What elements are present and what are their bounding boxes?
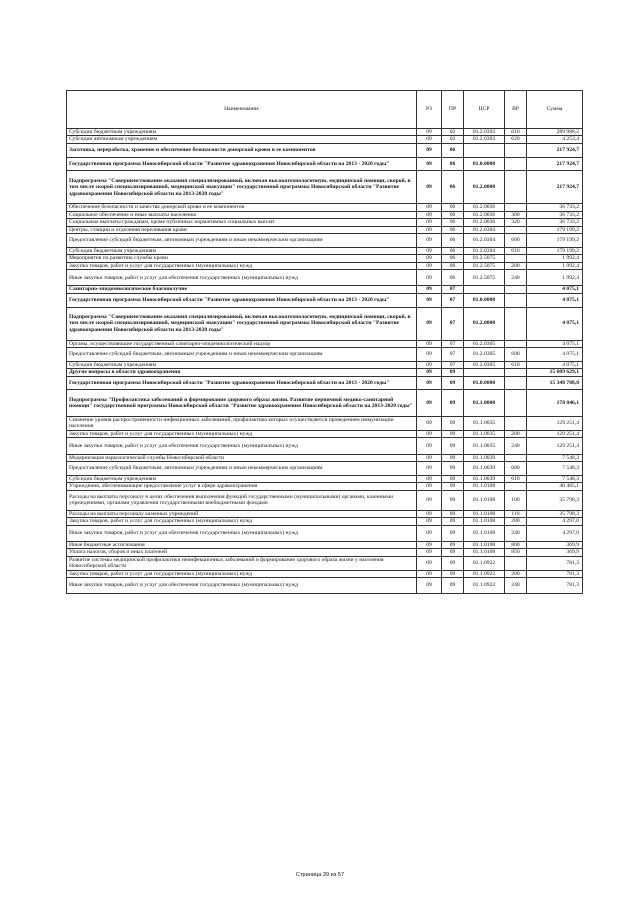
document-page — [66, 90, 582, 594]
cell-vr: 610 — [505, 475, 527, 482]
table-row — [67, 462, 583, 476]
cell-pr: 06 — [442, 171, 464, 204]
table-row — [67, 270, 583, 286]
cell-rz: 09 — [417, 454, 442, 461]
cell-csr: 01.2.0036 — [464, 219, 505, 226]
cell-rz: 09 — [417, 226, 442, 233]
cell-csr: 01.1.0039 — [464, 475, 505, 482]
cell-name: Санитарно-эпидемиологическое благополучие — [67, 286, 417, 293]
header-sum: Сумма — [527, 91, 583, 129]
header-rz: РЗ — [417, 91, 442, 129]
table-row — [67, 578, 583, 594]
cell-vr: 110 — [505, 510, 527, 517]
cell-rz: 09 — [417, 340, 442, 347]
cell-csr: 01.2.0305 — [464, 340, 505, 347]
cell-name: Расходы на выплаты персоналу в целях обеспечения выполнения функций государственными (муниципальными) органами, казенными учреждениями, органами управления государственными внебюджетными фондами — [67, 490, 417, 510]
cell-name: Государственная программа Новосибирской области "Развитие здравоохранения Новосибирской области на 2013 - 2020 годы" — [67, 293, 417, 307]
table-row — [67, 525, 583, 541]
cell-pr: 09 — [442, 556, 464, 570]
cell-rz: 09 — [417, 475, 442, 482]
cell-vr: 200 — [505, 262, 527, 269]
cell-vr — [505, 454, 527, 461]
cell-vr: 240 — [505, 525, 527, 541]
cell-rz: 09 — [417, 143, 442, 157]
cell-name: Закупка товаров, работ и услуг для государственных (муниципальных) нужд — [67, 518, 417, 525]
cell-name: Иные закупки товаров, работ и услуг для обеспечения государственных (муниципальных) нужд — [67, 270, 417, 286]
cell-rz: 09 — [417, 270, 442, 286]
cell-rz: 09 — [417, 376, 442, 390]
cell-vr: 100 — [505, 490, 527, 510]
cell-vr — [505, 143, 527, 157]
cell-vr — [505, 204, 527, 211]
cell-sum: 4 075,1 — [527, 307, 583, 340]
cell-pr: 06 — [442, 247, 464, 254]
cell-sum: 129 251,4 — [527, 438, 583, 454]
cell-pr: 09 — [442, 417, 464, 431]
cell-csr: 01.2.0303 — [464, 136, 505, 143]
cell-csr: 01.0.0000 — [464, 376, 505, 390]
cell-rz: 09 — [417, 390, 442, 417]
cell-rz: 09 — [417, 286, 442, 293]
cell-pr: 06 — [442, 270, 464, 286]
cell-vr: 200 — [505, 430, 527, 437]
cell-pr: 09 — [442, 376, 464, 390]
table-row — [67, 348, 583, 362]
cell-rz: 09 — [417, 525, 442, 541]
cell-name: Расходы на выплаты персоналу казенных учреждений — [67, 510, 417, 517]
cell-rz: 09 — [417, 570, 442, 577]
table-row — [67, 129, 583, 136]
cell-csr: 01.2.0303 — [464, 129, 505, 136]
cell-rz: 09 — [417, 417, 442, 431]
cell-sum: 36 733,2 — [527, 219, 583, 226]
cell-csr: 01.1.0035 — [464, 417, 505, 431]
table-row — [67, 226, 583, 233]
cell-sum: 4 297,0 — [527, 525, 583, 541]
cell-pr: 09 — [442, 578, 464, 594]
cell-vr: 240 — [505, 438, 527, 454]
cell-csr: 01.2.5075 — [464, 255, 505, 262]
cell-vr: 240 — [505, 270, 527, 286]
cell-rz: 09 — [417, 136, 442, 143]
cell-name: Субсидии бюджетным учреждениям — [67, 475, 417, 482]
cell-sum: 217 924,7 — [527, 157, 583, 171]
cell-name: Иные бюджетные ассигнования — [67, 541, 417, 548]
table-row — [67, 490, 583, 510]
cell-vr — [505, 340, 527, 347]
cell-sum: 179 199,2 — [527, 247, 583, 254]
cell-csr: 01.2.0036 — [464, 204, 505, 211]
cell-vr — [505, 157, 527, 171]
cell-sum: 1 992,4 — [527, 270, 583, 286]
cell-rz: 09 — [417, 219, 442, 226]
cell-vr: 600 — [505, 234, 527, 248]
cell-vr: 240 — [505, 578, 527, 594]
table-row — [67, 417, 583, 431]
cell-rz: 09 — [417, 541, 442, 548]
cell-csr: 01.1.0108 — [464, 518, 505, 525]
cell-rz: 09 — [417, 510, 442, 517]
cell-pr: 06 — [442, 255, 464, 262]
cell-name: Мероприятия по развитию службы крови — [67, 255, 417, 262]
cell-rz: 09 — [417, 255, 442, 262]
cell-name: Социальные выплаты гражданам, кроме публичных нормативных социальных выплат — [67, 219, 417, 226]
cell-csr — [464, 143, 505, 157]
cell-name: Заготовка, переработка, хранение и обеспечение безопасности донорской крови и ее компонентов — [67, 143, 417, 157]
cell-csr: 01.2.0304 — [464, 234, 505, 248]
cell-sum: 179 199,2 — [527, 226, 583, 233]
cell-pr: 02 — [442, 136, 464, 143]
table-row — [67, 293, 583, 307]
table-row — [67, 556, 583, 570]
cell-csr: 01.2.5075 — [464, 262, 505, 269]
cell-csr: 01.0.0000 — [464, 293, 505, 307]
cell-sum: 4 297,0 — [527, 518, 583, 525]
cell-name: Предоставление субсидий бюджетным, автономным учреждениям и иным некоммерческим организациям — [67, 234, 417, 248]
table-row — [67, 570, 583, 577]
cell-csr: 01.2.0000 — [464, 171, 505, 204]
cell-pr: 09 — [442, 549, 464, 556]
cell-vr — [505, 390, 527, 417]
cell-name: Субсидии бюджетным учреждениям — [67, 361, 417, 368]
cell-name: Государственная программа Новосибирской области "Развитие здравоохранения Новосибирской области на 2013 - 2020 годы" — [67, 157, 417, 171]
cell-rz: 09 — [417, 549, 442, 556]
cell-rz: 09 — [417, 234, 442, 248]
cell-vr: 600 — [505, 348, 527, 362]
table-row — [67, 510, 583, 517]
cell-pr: 06 — [442, 219, 464, 226]
budget-table — [66, 90, 583, 594]
cell-rz: 09 — [417, 348, 442, 362]
cell-name: Учреждения, обеспечивающие предоставление услуг в сфере здравоохранения — [67, 483, 417, 490]
cell-vr — [505, 255, 527, 262]
cell-name: Модернизация наркологической службы Новосибирской области — [67, 454, 417, 461]
cell-name: Другие вопросы в области здравоохранения — [67, 369, 417, 376]
cell-sum: 1 992,4 — [527, 262, 583, 269]
cell-csr: 01.1.0108 — [464, 483, 505, 490]
cell-sum: 7 548,3 — [527, 475, 583, 482]
cell-name: Развитие системы медицинской профилактики неинфекционных заболеваний и формирование здорового образа жизни у населения Новосибирской области — [67, 556, 417, 570]
cell-name: Предоставление субсидий бюджетным, автономным учреждениям и иным некоммерческим организациям — [67, 462, 417, 476]
cell-vr — [505, 556, 527, 570]
header-pr: ПР — [442, 91, 464, 129]
cell-sum: 179 199,2 — [527, 234, 583, 248]
cell-pr: 07 — [442, 340, 464, 347]
cell-sum: 4 075,1 — [527, 348, 583, 362]
cell-sum: 369,9 — [527, 549, 583, 556]
cell-rz: 09 — [417, 430, 442, 437]
cell-csr: 01.1.0108 — [464, 525, 505, 541]
cell-pr: 07 — [442, 348, 464, 362]
cell-vr: 850 — [505, 549, 527, 556]
table-row — [67, 211, 583, 218]
table-row — [67, 454, 583, 461]
cell-vr: 800 — [505, 541, 527, 548]
table-row — [67, 483, 583, 490]
table-row — [67, 157, 583, 171]
cell-rz: 09 — [417, 369, 442, 376]
cell-sum: 129 251,4 — [527, 417, 583, 431]
cell-sum: 4 075,1 — [527, 340, 583, 347]
cell-vr — [505, 226, 527, 233]
table-row — [67, 518, 583, 525]
cell-sum: 40 465,1 — [527, 483, 583, 490]
cell-name: Закупка товаров, работ и услуг для государственных (муниципальных) нужд — [67, 262, 417, 269]
cell-pr: 09 — [442, 475, 464, 482]
cell-vr — [505, 417, 527, 431]
cell-rz: 09 — [417, 518, 442, 525]
cell-pr: 06 — [442, 157, 464, 171]
cell-vr — [505, 483, 527, 490]
cell-csr: 01.2.0000 — [464, 307, 505, 340]
cell-sum: 36 733,2 — [527, 211, 583, 218]
cell-name: Социальное обеспечение и иные выплаты населению — [67, 211, 417, 218]
cell-rz: 09 — [417, 307, 442, 340]
cell-name: Центры, станции и отделения переливания крови — [67, 226, 417, 233]
table-row — [67, 204, 583, 211]
table-row — [67, 430, 583, 437]
cell-pr: 09 — [442, 518, 464, 525]
cell-pr: 09 — [442, 430, 464, 437]
cell-pr: 09 — [442, 490, 464, 510]
cell-csr — [464, 286, 505, 293]
table-row — [67, 541, 583, 548]
cell-pr: 06 — [442, 204, 464, 211]
cell-sum: 217 924,7 — [527, 171, 583, 204]
cell-sum: 369,9 — [527, 541, 583, 548]
cell-name: Субсидии автономным учреждениям — [67, 136, 417, 143]
cell-pr: 09 — [442, 525, 464, 541]
table-row — [67, 376, 583, 390]
cell-rz: 09 — [417, 438, 442, 454]
cell-rz: 09 — [417, 157, 442, 171]
cell-sum: 4 253,4 — [527, 136, 583, 143]
cell-vr: 200 — [505, 570, 527, 577]
cell-rz: 09 — [417, 293, 442, 307]
cell-csr: 01.1.0922 — [464, 578, 505, 594]
cell-sum: 15 348 788,8 — [527, 376, 583, 390]
table-row — [67, 136, 583, 143]
cell-pr: 06 — [442, 234, 464, 248]
cell-pr: 09 — [442, 570, 464, 577]
cell-name: Закупка товаров, работ и услуг для государственных (муниципальных) нужд — [67, 430, 417, 437]
cell-csr: 01.2.0305 — [464, 361, 505, 368]
cell-sum: 35 798,3 — [527, 510, 583, 517]
cell-csr: 01.1.0035 — [464, 430, 505, 437]
table-row — [67, 340, 583, 347]
cell-sum: 35 798,3 — [527, 490, 583, 510]
cell-rz: 09 — [417, 129, 442, 136]
cell-pr: 02 — [442, 129, 464, 136]
cell-vr — [505, 171, 527, 204]
cell-csr: 01.1.0922 — [464, 570, 505, 577]
table-row — [67, 361, 583, 368]
cell-pr: 09 — [442, 462, 464, 476]
cell-vr: 610 — [505, 361, 527, 368]
cell-rz: 09 — [417, 262, 442, 269]
cell-rz: 09 — [417, 247, 442, 254]
cell-sum: 7 548,3 — [527, 454, 583, 461]
cell-name: Обеспечение безопасности и качества донорской крови и ее компонентов — [67, 204, 417, 211]
cell-csr: 01.1.0039 — [464, 454, 505, 461]
cell-pr: 09 — [442, 483, 464, 490]
cell-rz: 09 — [417, 204, 442, 211]
cell-pr: 06 — [442, 226, 464, 233]
cell-vr: 610 — [505, 247, 527, 254]
cell-pr: 07 — [442, 293, 464, 307]
cell-sum: 781,3 — [527, 556, 583, 570]
cell-csr: 01.1.0000 — [464, 390, 505, 417]
cell-name: Закупка товаров, работ и услуг для государственных (муниципальных) нужд — [67, 570, 417, 577]
cell-sum: 217 924,7 — [527, 143, 583, 157]
cell-rz: 09 — [417, 578, 442, 594]
cell-pr: 06 — [442, 143, 464, 157]
cell-vr: 600 — [505, 462, 527, 476]
cell-csr: 01.2.0304 — [464, 226, 505, 233]
cell-csr: 01.1.0035 — [464, 438, 505, 454]
cell-vr: 200 — [505, 518, 527, 525]
cell-sum: 4 075,1 — [527, 286, 583, 293]
table-row — [67, 307, 583, 340]
cell-rz: 09 — [417, 483, 442, 490]
cell-pr: 09 — [442, 390, 464, 417]
table-body — [67, 129, 583, 594]
cell-name: Субсидии бюджетным учреждениям — [67, 129, 417, 136]
cell-name: Иные закупки товаров, работ и услуг для обеспечения государственных (муниципальных) нужд — [67, 438, 417, 454]
cell-sum: 289 988,2 — [527, 129, 583, 136]
cell-rz: 09 — [417, 462, 442, 476]
cell-csr: 01.1.0108 — [464, 490, 505, 510]
table-row — [67, 475, 583, 482]
cell-pr: 07 — [442, 286, 464, 293]
cell-name: Подпрограмма "Профилактика заболеваний и формирование здорового образа жизни. Развитие первичной медико-санитарной помощи" государственной программы Новосибирской области "Развитие здравоохранения Новосибирской области на 2013-2020 годы" — [67, 390, 417, 417]
cell-pr: 06 — [442, 262, 464, 269]
cell-csr: 01.2.0304 — [464, 247, 505, 254]
cell-rz: 09 — [417, 556, 442, 570]
cell-name: Предоставление субсидий бюджетным, автономным учреждениям и иным некоммерческим организациям — [67, 348, 417, 362]
table-row — [67, 390, 583, 417]
cell-sum: 178 046,1 — [527, 390, 583, 417]
table-row — [67, 369, 583, 376]
cell-sum: 4 075,1 — [527, 361, 583, 368]
table-row — [67, 255, 583, 262]
header-vr: ВР — [505, 91, 527, 129]
table-row — [67, 219, 583, 226]
cell-sum: 15 609 629,1 — [527, 369, 583, 376]
cell-rz: 09 — [417, 171, 442, 204]
cell-name: Снижение уровня распространенности инфекционных заболеваний, профилактика которых осуществляется проведением иммунизации населения — [67, 417, 417, 431]
cell-vr: 320 — [505, 219, 527, 226]
cell-name: Государственная программа Новосибирской области "Развитие здравоохранения Новосибирской области на 2013 - 2020 годы" — [67, 376, 417, 390]
cell-pr: 07 — [442, 307, 464, 340]
cell-rz: 09 — [417, 490, 442, 510]
cell-sum: 129 251,4 — [527, 430, 583, 437]
cell-vr — [505, 293, 527, 307]
page-footer: Страница 39 из 57 — [295, 872, 345, 878]
cell-vr — [505, 307, 527, 340]
table-row — [67, 286, 583, 293]
cell-csr: 01.1.0108 — [464, 510, 505, 517]
table-row — [67, 143, 583, 157]
cell-name: Уплата налогов, сборов и иных платежей — [67, 549, 417, 556]
table-row — [67, 171, 583, 204]
cell-vr: 610 — [505, 129, 527, 136]
header-csr: ЦСР — [464, 91, 505, 129]
table-header-row — [67, 91, 583, 129]
cell-csr: 01.1.0108 — [464, 541, 505, 548]
table-row — [67, 438, 583, 454]
cell-csr: 01.1.0922 — [464, 556, 505, 570]
cell-pr: 09 — [442, 438, 464, 454]
cell-sum: 781,3 — [527, 578, 583, 594]
cell-csr: 01.2.0305 — [464, 348, 505, 362]
cell-sum: 1 992,4 — [527, 255, 583, 262]
table-row — [67, 549, 583, 556]
table-row — [67, 234, 583, 248]
cell-name: Субсидии бюджетным учреждениям — [67, 247, 417, 254]
cell-rz: 09 — [417, 361, 442, 368]
cell-pr: 06 — [442, 211, 464, 218]
cell-vr: 620 — [505, 136, 527, 143]
cell-csr: 01.1.0039 — [464, 462, 505, 476]
cell-name: Органы, осуществляющие государственный санитарно-эпидемиологический надзор — [67, 340, 417, 347]
cell-sum: 36 733,2 — [527, 204, 583, 211]
cell-csr: 01.1.0108 — [464, 549, 505, 556]
cell-csr: 01.2.0036 — [464, 211, 505, 218]
cell-sum: 781,3 — [527, 570, 583, 577]
cell-vr: 300 — [505, 211, 527, 218]
cell-name: Подпрограмма "Совершенствование оказания специализированной, включая высокотехнологичную, медицинской помощи, скорой, в том числе скорой специализированной, медицинской эвакуации" государственной программы Новосибирской области "Развитие здравоохранения Новосибирской области на 2013-2020 годы" — [67, 171, 417, 204]
cell-csr — [464, 369, 505, 376]
cell-sum: 7 548,3 — [527, 462, 583, 476]
table-row — [67, 247, 583, 254]
cell-sum: 4 075,1 — [527, 293, 583, 307]
cell-csr: 01.0.0000 — [464, 157, 505, 171]
cell-name: Иные закупки товаров, работ и услуг для обеспечения государственных (муниципальных) нужд — [67, 578, 417, 594]
header-name: Наименование — [67, 91, 417, 129]
cell-pr: 09 — [442, 541, 464, 548]
cell-name: Иные закупки товаров, работ и услуг для обеспечения государственных (муниципальных) нужд — [67, 525, 417, 541]
cell-vr — [505, 369, 527, 376]
cell-pr: 09 — [442, 510, 464, 517]
cell-vr — [505, 286, 527, 293]
cell-pr: 07 — [442, 361, 464, 368]
cell-pr: 09 — [442, 369, 464, 376]
cell-csr: 01.2.5075 — [464, 270, 505, 286]
cell-vr — [505, 376, 527, 390]
cell-name: Подпрограмма "Совершенствование оказания специализированной, включая высокотехнологичную, медицинской помощи, скорой, в том числе скорой специализированной, медицинской эвакуации" государственной программы Новосибирской области "Развитие здравоохранения Новосибирской области на 2013-2020 годы" — [67, 307, 417, 340]
cell-pr: 09 — [442, 454, 464, 461]
cell-rz: 09 — [417, 211, 442, 218]
table-row — [67, 262, 583, 269]
